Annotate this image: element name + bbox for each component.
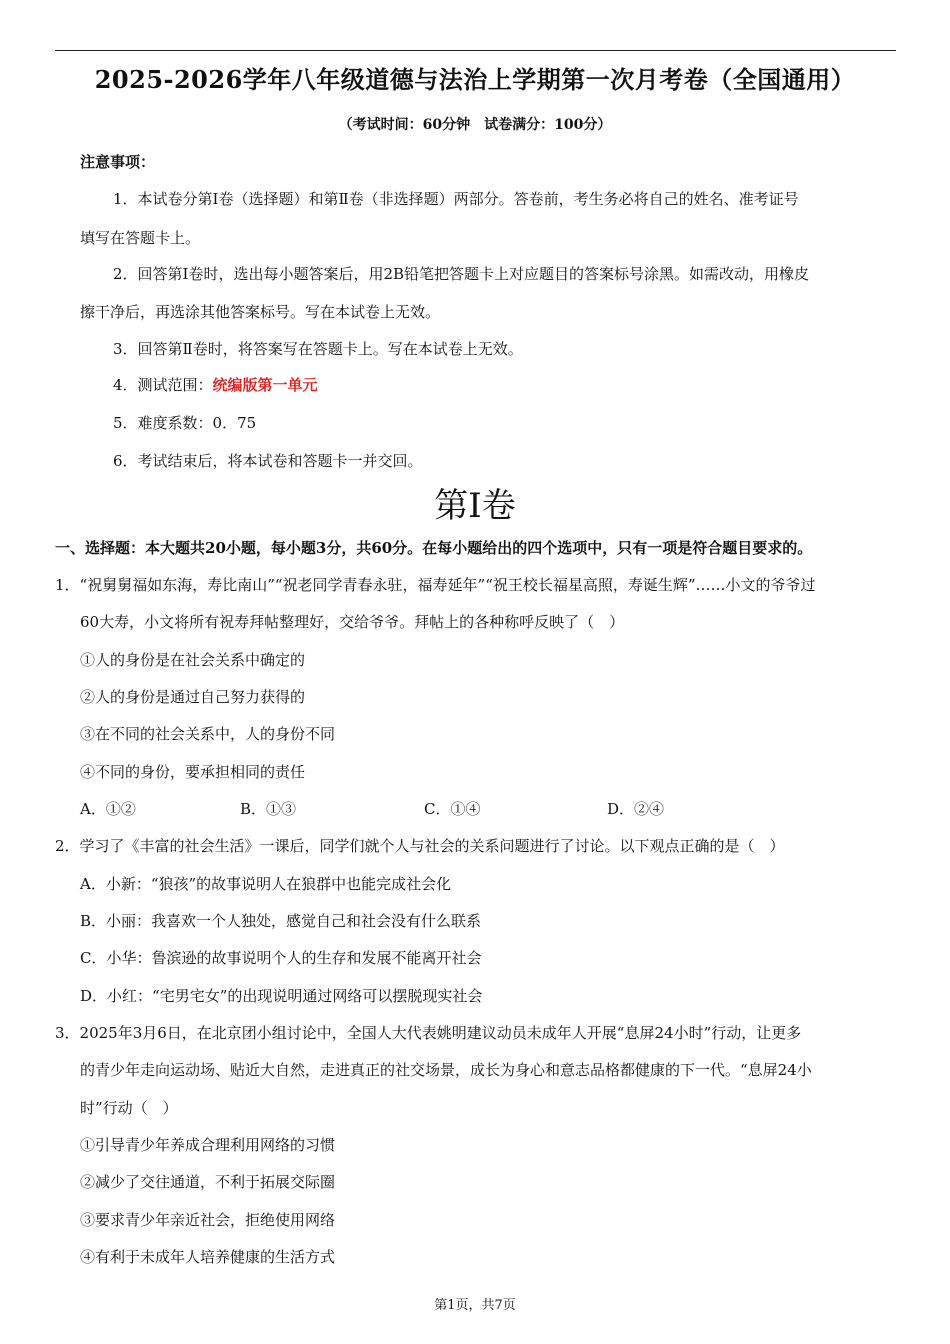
q2-option-d: D．小红：“宅男宅女”的出现说明通过网络可以摆脱现实社会 xyxy=(80,987,483,1005)
volume-title: 第Ⅰ卷 xyxy=(434,486,516,526)
q1-stem-line1: 1．“祝舅舅福如东海，寿比南山”“祝老同学青春永驻，福寿延年”“祝王校长福星高照，寿诞生辉”……小文的爷爷过 xyxy=(55,576,816,594)
q1-stem-line2: 60大寿，小文将所有祝寿拜帖整理好，交给爷爷。拜帖上的各种称呼反映了（ ） xyxy=(80,613,625,631)
notice-item-5: 5．难度系数：0．75 xyxy=(113,414,257,432)
page-footer: 第1页，共7页 xyxy=(434,1298,516,1313)
exam-subtitle: （考试时间：60分钟 试卷满分：100分） xyxy=(338,117,612,133)
notice-item-2a: 2．回答第Ⅰ卷时，选出每小题答案后，用2B铅笔把答题卡上对应题目的答案标号涂黑。如需改动，用橡皮 xyxy=(113,265,810,283)
q2-option-c: C．小华：鲁滨逊的故事说明个人的生存和发展不能离开社会 xyxy=(80,949,482,967)
q2-stem: 2．学习了《丰富的社会生活》一课后，同学们就个人与社会的关系问题进行了讨论。以下观点正确的是（ ） xyxy=(55,837,785,855)
q1-option-a: A．①② xyxy=(80,800,136,818)
notice-item-6: 6．考试结束后，将本试卷和答题卡一并交回。 xyxy=(113,452,423,470)
test-scope-value: 统编版第一单元 xyxy=(212,376,318,394)
q1-statement-3: ③在不同的社会关系中，人的身份不同 xyxy=(80,725,336,743)
notice-item-1a: 1．本试卷分第Ⅰ卷（选择题）和第Ⅱ卷（非选择题）两部分。答卷前，考生务必将自己的姓名、准考证号 xyxy=(113,190,799,208)
notice-item-4 xyxy=(113,374,318,395)
q3-stem-line1: 3．2025年3月6日，在北京团小组讨论中，全国人大代表姚明建议动员未成年人开展“息屏24小时”行动，让更多 xyxy=(55,1024,802,1042)
notice-item-1b: 填写在答题卡上。 xyxy=(80,229,201,247)
q3-stem-line3: 时”行动（ ） xyxy=(80,1099,178,1117)
notice-item-2b: 擦干净后，再选涂其他答案标号。写在本试卷上无效。 xyxy=(80,303,441,321)
notice-item-4-label: 4．测试范围： xyxy=(113,376,213,394)
exam-title: 2025-2026学年八年级道德与法治上学期第一次月考卷（全国通用） xyxy=(94,65,856,94)
q2-option-a: A．小新：“狼孩”的故事说明人在狼群中也能完成社会化 xyxy=(80,875,452,893)
notice-item-3: 3．回答第Ⅱ卷时，将答案写在答题卡上。写在本试卷上无效。 xyxy=(113,340,523,358)
notice-heading: 注意事项： xyxy=(80,153,156,171)
section-heading: 一、选择题：本大题共20小题，每小题3分，共60分。在每小题给出的四个选项中，只有一项是符合题目要求的。 xyxy=(55,539,813,557)
q1-option-d: D．②④ xyxy=(607,800,665,818)
q3-statement-4: ④有利于未成年人培养健康的生活方式 xyxy=(80,1248,336,1266)
header-rule xyxy=(55,50,896,51)
q1-option-b: B．①③ xyxy=(240,800,297,818)
q2-option-b: B．小丽：我喜欢一个人独处，感觉自己和社会没有什么联系 xyxy=(80,912,482,930)
q3-statement-1: ①引导青少年养成合理利用网络的习惯 xyxy=(80,1136,336,1154)
q1-statement-4: ④不同的身份，要承担相同的责任 xyxy=(80,763,306,781)
q1-option-c: C．①④ xyxy=(424,800,481,818)
q3-statement-3: ③要求青少年亲近社会，拒绝使用网络 xyxy=(80,1211,336,1229)
q3-stem-line2: 的青少年走向运动场、贴近大自然，走进真正的社交场景，成长为身心和意志品格都健康的下一代。“息屏24小 xyxy=(80,1061,812,1079)
q1-statement-1: ①人的身份是在社会关系中确定的 xyxy=(80,651,306,669)
q3-statement-2: ②减少了交往通道，不利于拓展交际圈 xyxy=(80,1173,336,1191)
q1-statement-2: ②人的身份是通过自己努力获得的 xyxy=(80,688,306,706)
